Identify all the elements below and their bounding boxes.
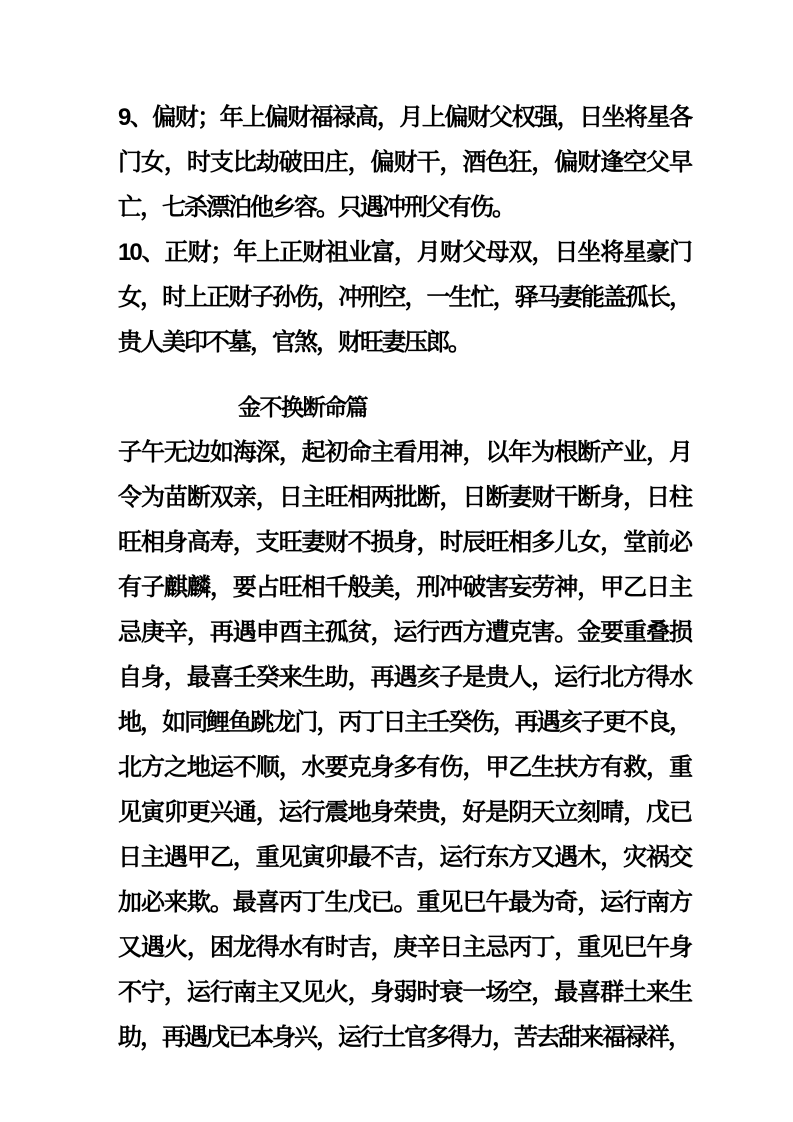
text-line: 不宁，运行南主又见火，身弱时衰一场空，最喜群土来生 [118, 979, 691, 1006]
text-line: 门女，时支比劫破田庄，偏财干，酒色狂，偏财逢空父早 [118, 149, 691, 176]
text-line: 10、正财；年上正财祖业富，月财父母双，日坐将星豪门 [118, 239, 691, 266]
text-line: 女，时上正财子孙伤，冲刑空，一生忙，驿马妻能盖孤长， [118, 284, 691, 311]
text-line: 见寅卯更兴通，运行震地身荣贵，好是阴天立刻晴，戊已 [118, 799, 691, 826]
text-line: 又遇火，困龙得水有时吉，庚辛日主忌丙丁，重见巳午身 [118, 934, 691, 961]
text-line: 自身，最喜壬癸来生助，再遇亥子是贵人，运行北方得水 [118, 664, 691, 691]
text-line: 助，再遇戊已本身兴，运行土官多得力，苦去甜来福禄祥， [118, 1024, 690, 1051]
text-line: 旺相身高寿，支旺妻财不损身，时辰旺相多儿女，堂前必 [118, 529, 691, 556]
text-line: 北方之地运不顺，水要克身多有伤，甲乙生扶方有救，重 [118, 754, 691, 781]
text-line: 亡，七杀漂泊他乡容。只遇冲刑父有伤。 [118, 194, 514, 221]
text-line: 地，如同鲤鱼跳龙门，丙丁日主壬癸伤，再遇亥子更不良， [118, 709, 691, 736]
text-line: 子午无边如海深，起初命主看用神，以年为根断产业，月 [118, 439, 691, 466]
text-line: 日主遇甲乙，重见寅卯最不吉，运行东方又遇木，灾祸交 [118, 844, 691, 871]
text-line: 令为苗断双亲，日主旺相两批断，日断妻财干断身，日柱 [118, 484, 691, 511]
text-line: 贵人美印不墓，官煞，财旺妻压郎。 [118, 329, 470, 356]
text-line: 加必来欺。最喜丙丁生戊已。重见巳午最为奇，运行南方 [118, 889, 691, 916]
text-line: 忌庚辛，再遇申酉主孤贫，运行西方遭克害。金要重叠损 [118, 619, 691, 646]
text-line: 9、偏财；年上偏财福禄高，月上偏财父权强，日坐将星各 [118, 104, 691, 131]
paragraph-body [118, 430, 691, 1060]
section-heading: 金不换断命篇 [238, 394, 367, 420]
paragraph-item-10 [118, 230, 691, 365]
paragraph-item-9 [118, 95, 691, 230]
text-line: 有子麒麟，要占旺相千般美，刑冲破害妄劳神，甲乙日主 [118, 574, 691, 601]
